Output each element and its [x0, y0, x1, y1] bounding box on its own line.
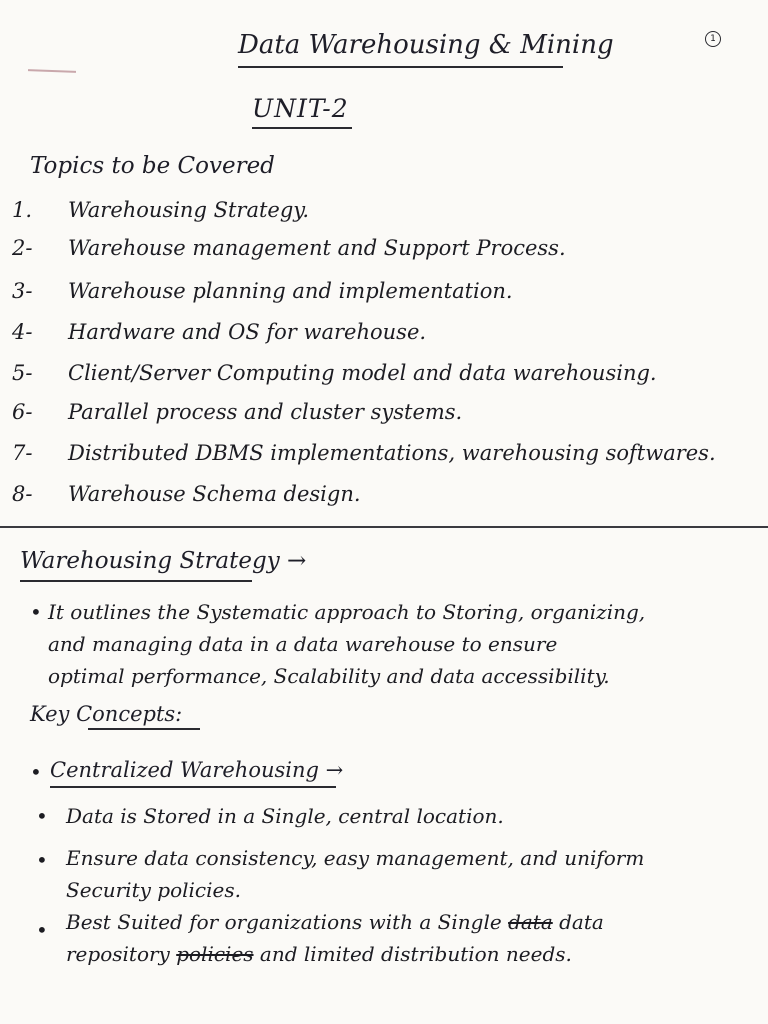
topic-number: 6- [12, 400, 33, 424]
unit-underline [252, 127, 352, 129]
title-underline [238, 66, 563, 68]
topic-text: Warehouse management and Support Process. [68, 236, 566, 260]
section-heading-underline [20, 580, 252, 582]
point-line: Security policies. [66, 878, 241, 902]
page-number: 1 [705, 31, 721, 47]
point-line [66, 910, 604, 934]
intro-bullet-dot: • [30, 600, 42, 624]
struck-word: policies [176, 942, 254, 966]
section-divider [0, 526, 768, 528]
centralized-heading: Centralized Warehousing → [50, 758, 344, 782]
margin-scratch-mark [28, 69, 76, 73]
point-bullet-dot: • [36, 918, 48, 942]
topic-text: Warehouse Schema design. [68, 482, 361, 506]
topic-text: Warehouse planning and implementation. [68, 279, 513, 303]
point-bullet-dot: • [36, 804, 48, 828]
topic-text: Warehousing Strategy. [68, 198, 310, 222]
point-line: Data is Stored in a Single, central location. [66, 804, 504, 828]
key-concepts-underline [88, 728, 200, 730]
intro-line: It outlines the Systematic approach to Storing, organizing, [48, 600, 646, 624]
topic-item [12, 198, 309, 222]
point-text: data [552, 910, 604, 934]
topic-item [12, 279, 513, 303]
unit-label: UNIT-2 [252, 94, 349, 123]
section-heading: Warehousing Strategy → [20, 548, 307, 574]
topic-item [12, 482, 361, 506]
intro-line: and managing data in a data warehouse to ensure [48, 632, 558, 656]
intro-line: optimal performance, Scalability and data accessibility. [48, 664, 610, 688]
topic-number: 1. [12, 198, 33, 222]
topic-item [12, 441, 716, 465]
topic-number: 4- [12, 320, 33, 344]
point-text: Best Suited for organizations with a Single [66, 910, 509, 934]
topic-text: Distributed DBMS implementations, warehousing softwares. [68, 441, 716, 465]
topic-number: 7- [12, 441, 33, 465]
topic-number: 5- [12, 361, 33, 385]
struck-word: data [508, 910, 553, 934]
topic-item [12, 361, 657, 385]
point-bullet-dot: • [36, 848, 48, 872]
centralized-bullet-dot: • [30, 760, 42, 784]
topics-heading: Topics to be Covered [30, 153, 275, 179]
topic-number: 3- [12, 279, 33, 303]
centralized-underline [50, 786, 336, 788]
point-line: Ensure data consistency, easy management, and uniform [66, 846, 645, 870]
topic-text: Parallel process and cluster systems. [68, 400, 463, 424]
point-text: repository [66, 942, 177, 966]
topic-text: Hardware and OS for warehouse. [68, 320, 427, 344]
topic-number: 2- [12, 236, 33, 260]
topic-item [12, 320, 426, 344]
key-concepts-heading: Key Concepts: [30, 702, 183, 726]
topic-item [12, 400, 462, 424]
topic-number: 8- [12, 482, 33, 506]
topic-text: Client/Server Computing model and data warehousing. [68, 361, 657, 385]
topic-item [12, 236, 566, 260]
page-title: Data Warehousing & Mining [238, 30, 614, 60]
point-text: and limited distribution needs. [253, 942, 572, 966]
point-line [66, 942, 572, 966]
